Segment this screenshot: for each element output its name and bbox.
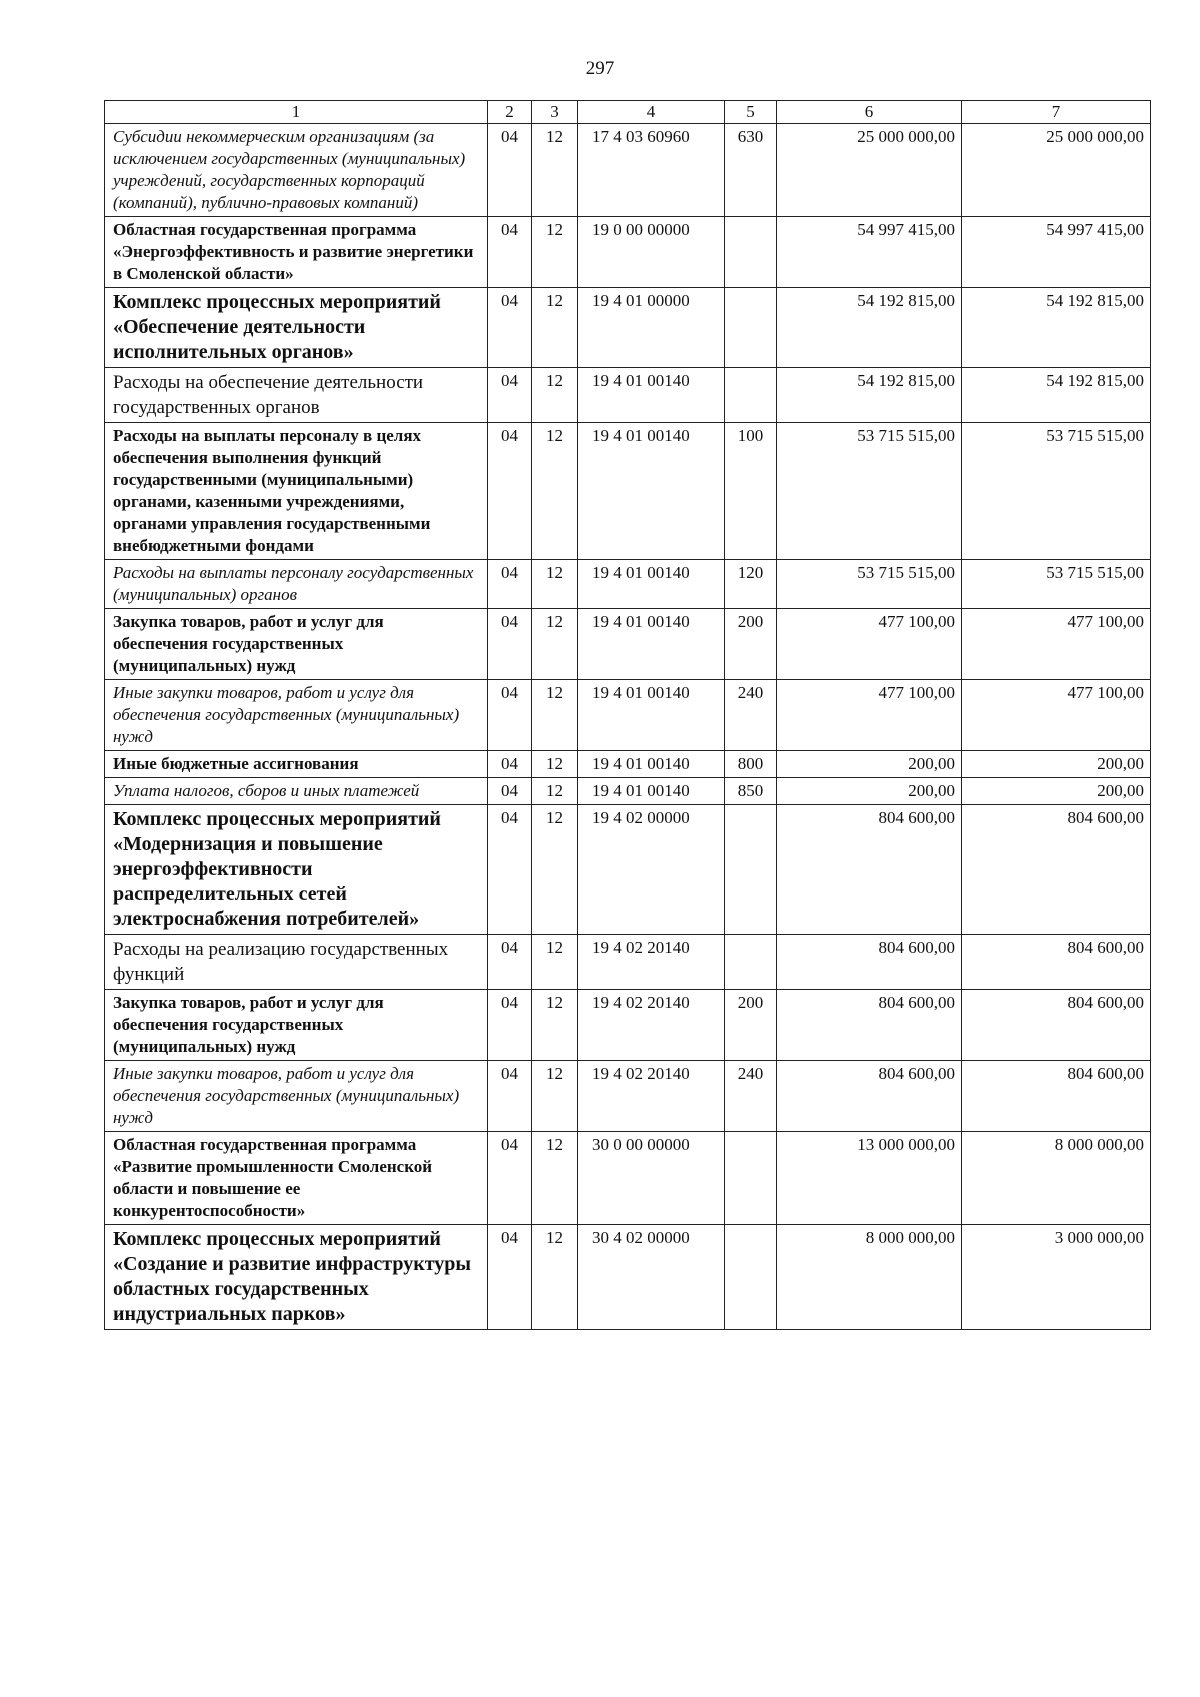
- section-code-cell: 04: [488, 990, 532, 1061]
- amount-col6-cell: 200,00: [777, 751, 962, 778]
- amount-col6-cell: 200,00: [777, 778, 962, 805]
- column-number: 3: [532, 101, 578, 124]
- amount-col6-cell: 54 192 815,00: [777, 288, 962, 368]
- amount-col7-cell: 200,00: [962, 751, 1151, 778]
- target-article-cell: 19 4 02 00000: [578, 805, 725, 935]
- subsection-code-cell: 12: [532, 1225, 578, 1330]
- section-code-cell: 04: [488, 217, 532, 288]
- target-article-cell: 19 4 01 00140: [578, 778, 725, 805]
- expense-type-cell: 120: [725, 560, 777, 609]
- expenditure-name-cell: Иные закупки товаров, работ и услуг для обеспечения государственных (муниципальных) нужд: [105, 680, 488, 751]
- section-code-cell: 04: [488, 288, 532, 368]
- column-number-row: [105, 101, 1151, 124]
- table-row: [105, 124, 1151, 217]
- table-body: [105, 101, 1151, 1330]
- budget-table: [104, 100, 1151, 1330]
- expenditure-name-cell: Субсидии некоммерческим организациям (за исключением государственных (муниципальных) учреждений, государственных корпораций (компаний), публично-правовых компаний): [105, 124, 488, 217]
- expenditure-name-cell: Комплекс процессных мероприятий «Обеспечение деятельности исполнительных органов»: [105, 288, 488, 368]
- section-code-cell: 04: [488, 609, 532, 680]
- subsection-code-cell: 12: [532, 423, 578, 560]
- section-code-cell: 04: [488, 560, 532, 609]
- amount-col6-cell: 804 600,00: [777, 805, 962, 935]
- amount-col7-cell: 804 600,00: [962, 935, 1151, 990]
- expense-type-cell: 240: [725, 1061, 777, 1132]
- expenditure-name-cell: Иные закупки товаров, работ и услуг для обеспечения государственных (муниципальных) нужд: [105, 1061, 488, 1132]
- table-row: [105, 805, 1151, 935]
- target-article-cell: 30 0 00 00000: [578, 1132, 725, 1225]
- amount-col6-cell: 804 600,00: [777, 1061, 962, 1132]
- expense-type-cell: [725, 368, 777, 423]
- table-row: [105, 368, 1151, 423]
- subsection-code-cell: 12: [532, 1132, 578, 1225]
- expense-type-cell: 100: [725, 423, 777, 560]
- amount-col7-cell: 804 600,00: [962, 1061, 1151, 1132]
- expense-type-cell: [725, 935, 777, 990]
- amount-col6-cell: 804 600,00: [777, 935, 962, 990]
- expenditure-name-cell: Областная государственная программа «Энергоэффективность и развитие энергетики в Смоленской области»: [105, 217, 488, 288]
- section-code-cell: 04: [488, 751, 532, 778]
- expenditure-name-cell: Областная государственная программа «Развитие промышленности Смоленской области и повышение ее конкурентоспособности»: [105, 1132, 488, 1225]
- table-row: [105, 751, 1151, 778]
- target-article-cell: 17 4 03 60960: [578, 124, 725, 217]
- amount-col7-cell: 477 100,00: [962, 680, 1151, 751]
- amount-col7-cell: 53 715 515,00: [962, 560, 1151, 609]
- expense-type-cell: 800: [725, 751, 777, 778]
- section-code-cell: 04: [488, 1132, 532, 1225]
- table-row: [105, 288, 1151, 368]
- target-article-cell: 19 4 01 00140: [578, 680, 725, 751]
- expense-type-cell: 240: [725, 680, 777, 751]
- subsection-code-cell: 12: [532, 368, 578, 423]
- section-code-cell: 04: [488, 423, 532, 560]
- column-number: 1: [105, 101, 488, 124]
- section-code-cell: 04: [488, 368, 532, 423]
- expense-type-cell: 200: [725, 990, 777, 1061]
- subsection-code-cell: 12: [532, 609, 578, 680]
- section-code-cell: 04: [488, 805, 532, 935]
- table-row: [105, 680, 1151, 751]
- table-row: [105, 217, 1151, 288]
- amount-col7-cell: 804 600,00: [962, 990, 1151, 1061]
- expenditure-name-cell: Расходы на обеспечение деятельности государственных органов: [105, 368, 488, 423]
- expense-type-cell: [725, 217, 777, 288]
- expense-type-cell: 850: [725, 778, 777, 805]
- amount-col7-cell: 53 715 515,00: [962, 423, 1151, 560]
- expenditure-name-cell: Закупка товаров, работ и услуг для обеспечения государственных (муниципальных) нужд: [105, 609, 488, 680]
- target-article-cell: 19 0 00 00000: [578, 217, 725, 288]
- amount-col7-cell: 54 192 815,00: [962, 368, 1151, 423]
- column-number: 5: [725, 101, 777, 124]
- subsection-code-cell: 12: [532, 288, 578, 368]
- target-article-cell: 19 4 02 20140: [578, 990, 725, 1061]
- column-number: 6: [777, 101, 962, 124]
- table-row: [105, 935, 1151, 990]
- expenditure-name-cell: Иные бюджетные ассигнования: [105, 751, 488, 778]
- target-article-cell: 19 4 02 20140: [578, 1061, 725, 1132]
- subsection-code-cell: 12: [532, 560, 578, 609]
- expenditure-name-cell: Расходы на выплаты персоналу государственных (муниципальных) органов: [105, 560, 488, 609]
- expense-type-cell: [725, 1132, 777, 1225]
- subsection-code-cell: 12: [532, 1061, 578, 1132]
- section-code-cell: 04: [488, 1061, 532, 1132]
- amount-col6-cell: 13 000 000,00: [777, 1132, 962, 1225]
- amount-col7-cell: 477 100,00: [962, 609, 1151, 680]
- section-code-cell: 04: [488, 935, 532, 990]
- section-code-cell: 04: [488, 124, 532, 217]
- expenditure-name-cell: Расходы на реализацию государственных функций: [105, 935, 488, 990]
- expense-type-cell: 630: [725, 124, 777, 217]
- table-row: [105, 990, 1151, 1061]
- section-code-cell: 04: [488, 680, 532, 751]
- amount-col7-cell: 200,00: [962, 778, 1151, 805]
- table-row: [105, 1225, 1151, 1330]
- page-number: 297: [585, 58, 615, 79]
- column-number: 4: [578, 101, 725, 124]
- subsection-code-cell: 12: [532, 778, 578, 805]
- target-article-cell: 19 4 01 00140: [578, 423, 725, 560]
- amount-col6-cell: 8 000 000,00: [777, 1225, 962, 1330]
- amount-col7-cell: 8 000 000,00: [962, 1132, 1151, 1225]
- target-article-cell: 19 4 01 00140: [578, 609, 725, 680]
- subsection-code-cell: 12: [532, 217, 578, 288]
- section-code-cell: 04: [488, 1225, 532, 1330]
- expense-type-cell: [725, 288, 777, 368]
- target-article-cell: 19 4 02 20140: [578, 935, 725, 990]
- column-number: 2: [488, 101, 532, 124]
- amount-col6-cell: 477 100,00: [777, 680, 962, 751]
- amount-col6-cell: 54 997 415,00: [777, 217, 962, 288]
- subsection-code-cell: 12: [532, 680, 578, 751]
- amount-col7-cell: 25 000 000,00: [962, 124, 1151, 217]
- table-row: [105, 1061, 1151, 1132]
- table-row: [105, 609, 1151, 680]
- table-row: [105, 423, 1151, 560]
- amount-col6-cell: 25 000 000,00: [777, 124, 962, 217]
- amount-col6-cell: 477 100,00: [777, 609, 962, 680]
- amount-col6-cell: 804 600,00: [777, 990, 962, 1061]
- expenditure-name-cell: Комплекс процессных мероприятий «Модернизация и повышение энергоэффективности распределительных сетей электроснабжения потребителей»: [105, 805, 488, 935]
- target-article-cell: 19 4 01 00140: [578, 751, 725, 778]
- table-row: [105, 778, 1151, 805]
- subsection-code-cell: 12: [532, 124, 578, 217]
- subsection-code-cell: 12: [532, 805, 578, 935]
- table-row: [105, 1132, 1151, 1225]
- subsection-code-cell: 12: [532, 935, 578, 990]
- subsection-code-cell: 12: [532, 751, 578, 778]
- table-row: [105, 560, 1151, 609]
- expense-type-cell: 200: [725, 609, 777, 680]
- target-article-cell: 19 4 01 00000: [578, 288, 725, 368]
- target-article-cell: 19 4 01 00140: [578, 368, 725, 423]
- column-number: 7: [962, 101, 1151, 124]
- expenditure-name-cell: Уплата налогов, сборов и иных платежей: [105, 778, 488, 805]
- target-article-cell: 19 4 01 00140: [578, 560, 725, 609]
- amount-col7-cell: 54 997 415,00: [962, 217, 1151, 288]
- amount-col7-cell: 804 600,00: [962, 805, 1151, 935]
- expense-type-cell: [725, 805, 777, 935]
- section-code-cell: 04: [488, 778, 532, 805]
- amount-col6-cell: 54 192 815,00: [777, 368, 962, 423]
- expenditure-name-cell: Комплекс процессных мероприятий «Создание и развитие инфраструктуры областных государственных индустриальных парков»: [105, 1225, 488, 1330]
- amount-col6-cell: 53 715 515,00: [777, 560, 962, 609]
- expenditure-name-cell: Расходы на выплаты персоналу в целях обеспечения выполнения функций государственными (муниципальными) органами, казенными учреждениями, органами управления государственными внебюджетными фондами: [105, 423, 488, 560]
- amount-col6-cell: 53 715 515,00: [777, 423, 962, 560]
- amount-col7-cell: 54 192 815,00: [962, 288, 1151, 368]
- expenditure-name-cell: Закупка товаров, работ и услуг для обеспечения государственных (муниципальных) нужд: [105, 990, 488, 1061]
- amount-col7-cell: 3 000 000,00: [962, 1225, 1151, 1330]
- expense-type-cell: [725, 1225, 777, 1330]
- subsection-code-cell: 12: [532, 990, 578, 1061]
- target-article-cell: 30 4 02 00000: [578, 1225, 725, 1330]
